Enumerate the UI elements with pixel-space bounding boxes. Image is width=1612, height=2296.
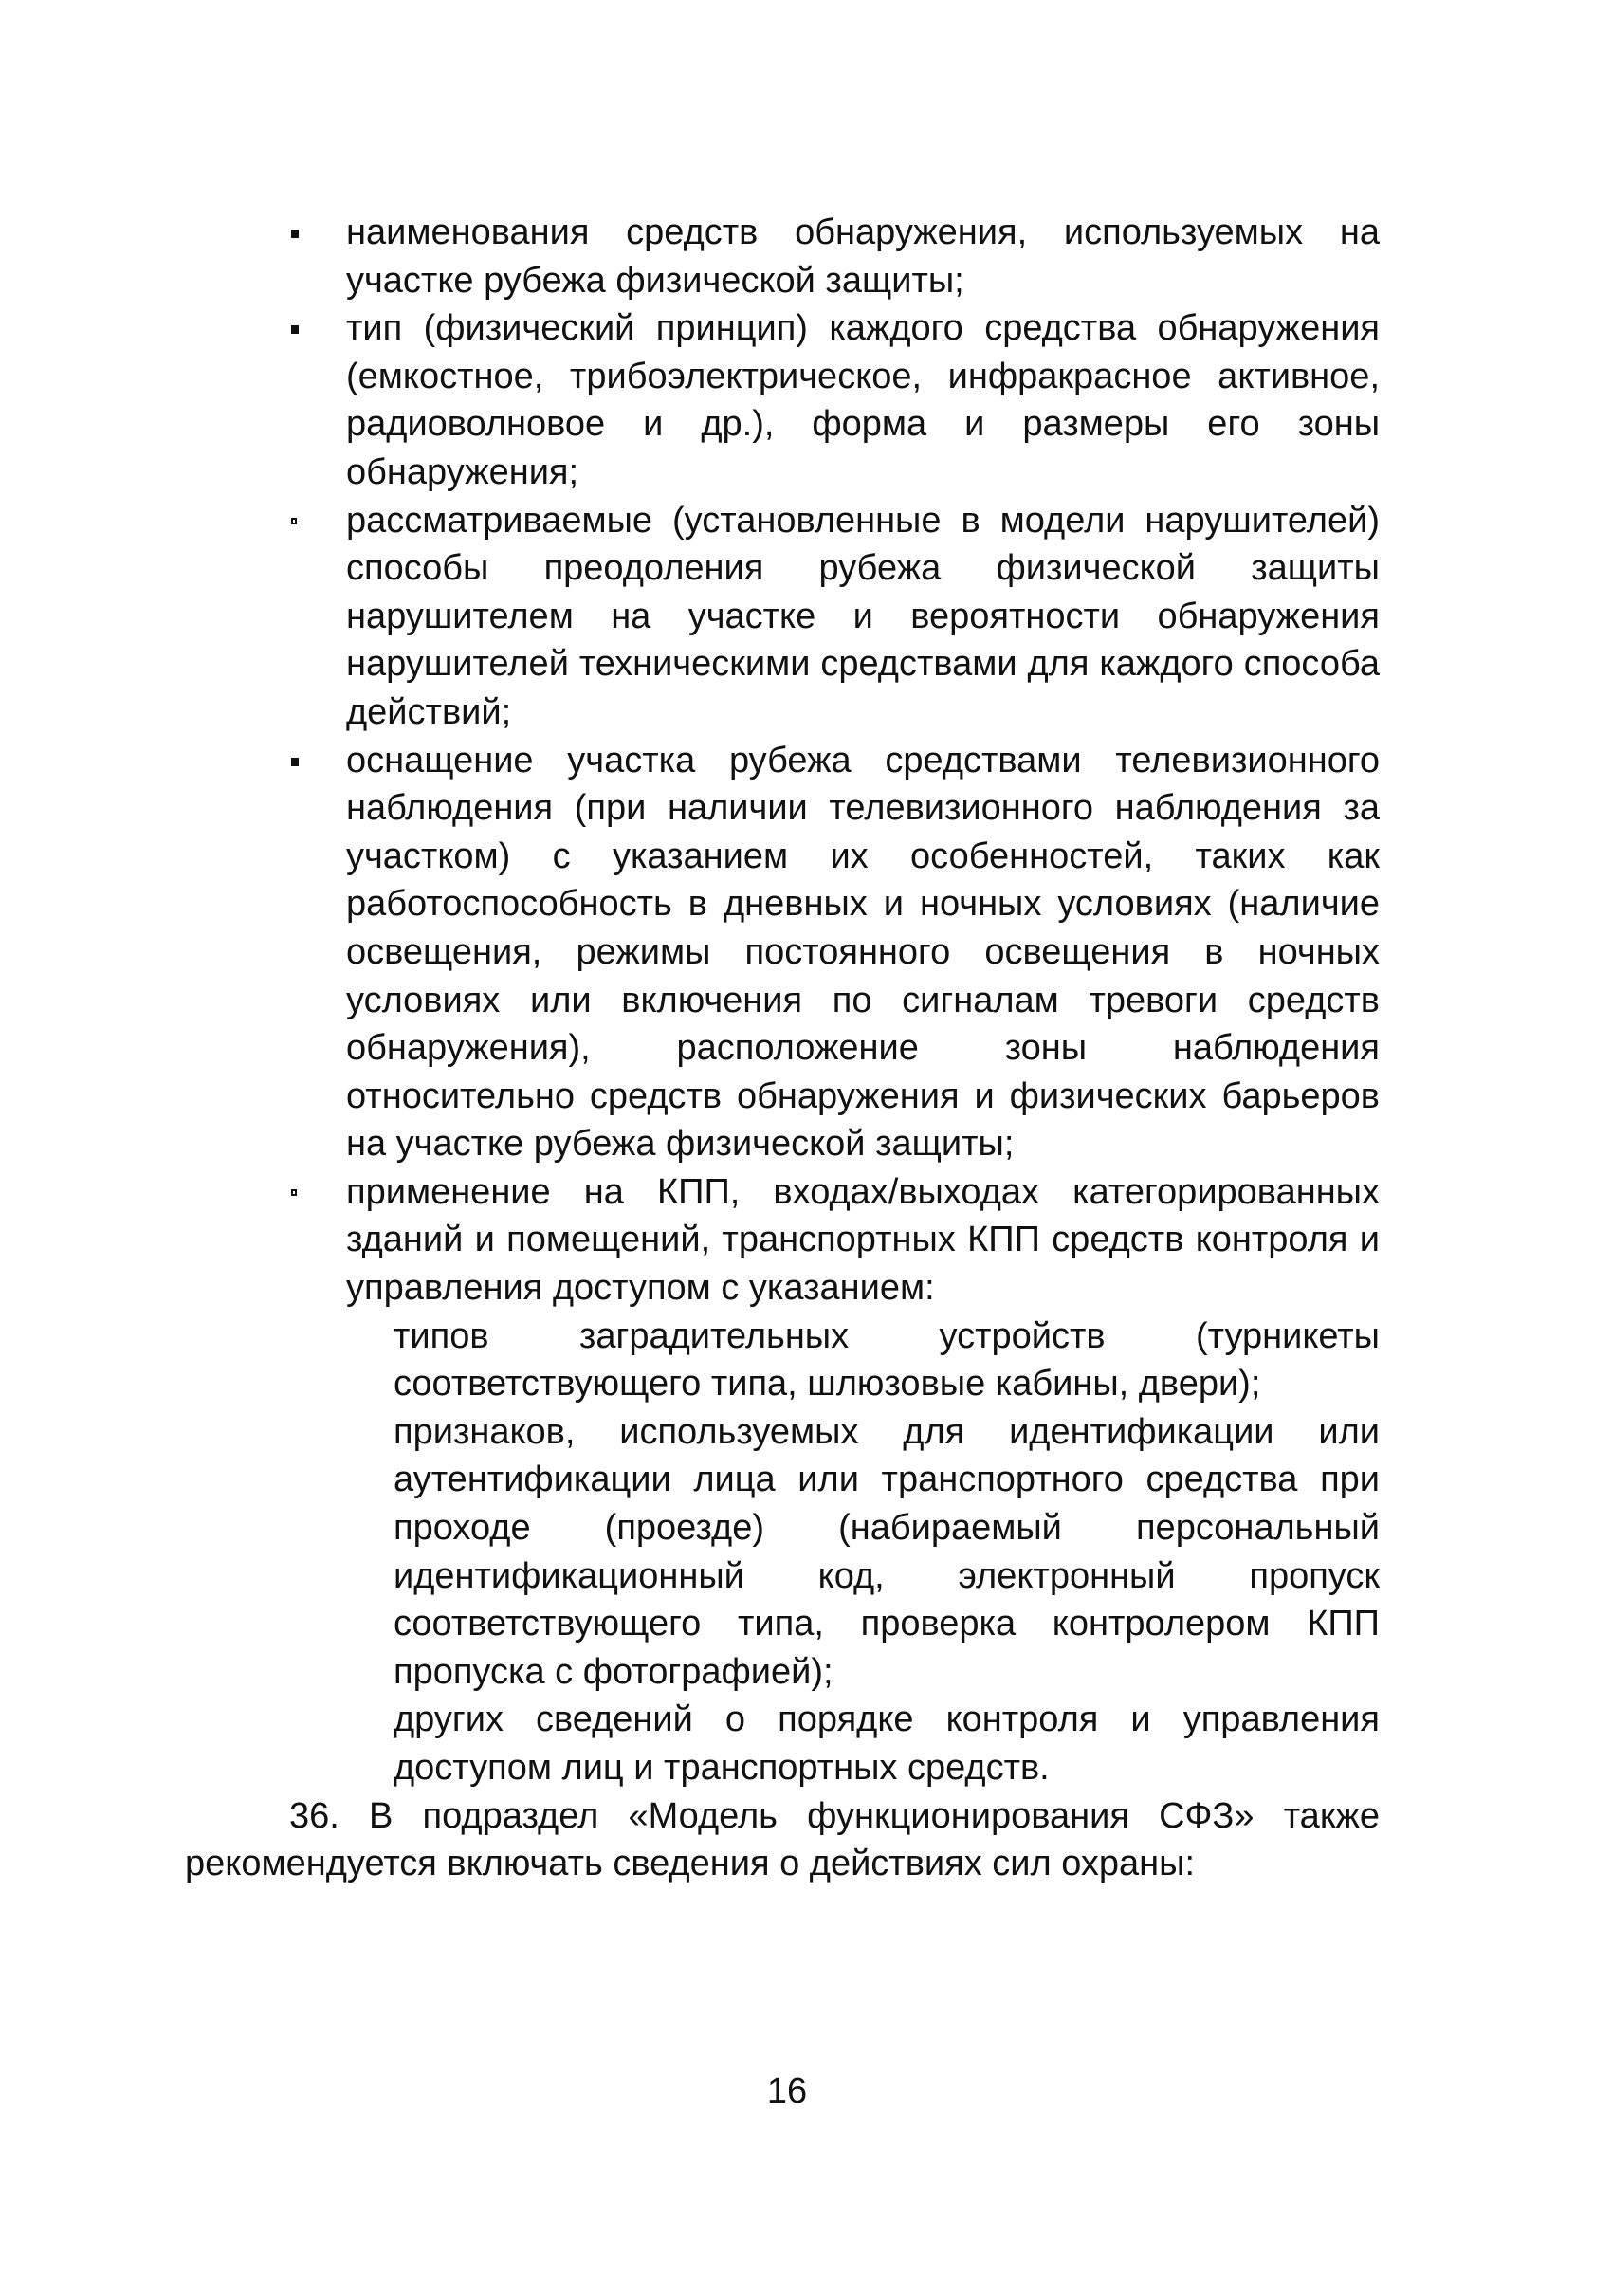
bullet-list <box>185 209 1380 1313</box>
bullet-square-icon <box>291 325 299 334</box>
page-content <box>185 209 1380 1888</box>
list-item-text: рассматриваемые (установленные в модели нарушителей) способы преодоления рубежа физической защиты нарушителем на участке и вероятности обнаружения нарушителей техническими средствами для каждого способа действий; <box>346 500 1380 732</box>
list-item <box>185 737 1380 1168</box>
list-item-text: оснащение участка рубежа средствами телевизионного наблюдения (при наличии телевизионного наблюдения за участком) с указанием их особенностей, таких как работоспособность в дневных и ночных условиях (наличие освещения, режимы постоянного освещения в ночных условиях или включения по сигналам тревоги средств обнаружения), расположение зоны наблюдения относительно средств обнаружения и физических барьеров на участке рубежа физической защиты; <box>346 740 1380 1165</box>
sub-list-item: типов заградительных устройств (турникеты соответствующего типа, шлюзовые кабины, двери); <box>394 1315 1380 1405</box>
page-number: 16 <box>766 2071 808 2111</box>
list-item <box>185 209 1380 304</box>
list-item <box>185 1168 1380 1313</box>
list-item-text: наименования средств обнаружения, используемых на участке рубежа физической защиты; <box>346 212 1380 301</box>
list-item <box>185 304 1380 496</box>
bullet-square-icon <box>291 758 299 766</box>
sub-list-item: признаков, используемых для идентификации или аутентификации лица или транспортного средства при проходе (проезде) (набираемый персональный идентификационный код, электронный пропуск соответствующего типа, проверка контролером КПП пропуска с фотографией); <box>394 1411 1380 1692</box>
sub-list-item: других сведений о порядке контроля и управления доступом лиц и транспортных средств. <box>394 1699 1380 1788</box>
bullet-hollow-square-icon <box>291 518 297 524</box>
list-item <box>185 497 1380 737</box>
bullet-hollow-square-icon <box>291 1189 297 1196</box>
list-item-text: применение на КПП, входах/выходах категорированных зданий и помещений, транспортных КПП средств контроля и управления доступом с указанием: <box>346 1171 1380 1309</box>
sub-list <box>185 1313 1380 1792</box>
list-item-text: тип (физический принцип) каждого средства обнаружения (емкостное, трибоэлектрическое, инфракрасное активное, радиоволновое и др.), форма и размеры его зоны обнаружения; <box>346 308 1380 492</box>
bullet-square-icon <box>291 230 299 238</box>
section-paragraph: 36. В подраздел «Модель функционирования СФЗ» также рекомендуется включать сведения о действиях сил охраны: <box>185 1795 1380 1884</box>
